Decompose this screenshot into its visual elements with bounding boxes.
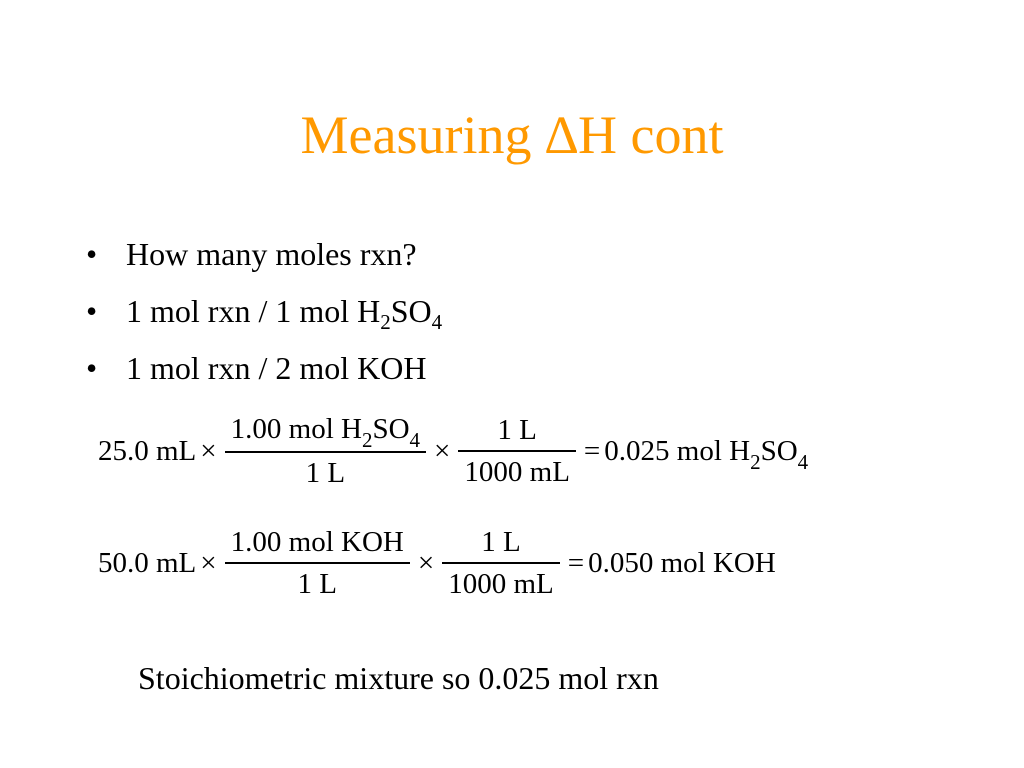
times-sign: × <box>200 434 217 467</box>
times-sign: × <box>200 546 217 579</box>
eq-volume: 25.0 mL <box>98 434 197 467</box>
fraction-conversion <box>442 524 560 602</box>
subscript: 4 <box>797 449 809 474</box>
fraction-denominator: 1 L <box>305 457 346 489</box>
result-text: SO <box>760 434 798 467</box>
numerator-text: SO <box>372 413 410 445</box>
bullet-dot-icon: • <box>86 236 98 272</box>
equals-sign: = <box>583 434 601 467</box>
subscript: 2 <box>361 428 373 452</box>
result-text: 0.025 mol H <box>604 434 751 467</box>
eq-volume: 50.0 mL <box>98 546 197 579</box>
fraction-denominator: 1000 mL <box>464 456 570 488</box>
fraction-numerator: 1.00 mol KOH <box>230 526 404 558</box>
equals-sign: = <box>567 546 585 579</box>
fraction-conversion <box>458 412 576 490</box>
bullet-text: SO <box>390 293 432 329</box>
bullet-item <box>86 232 442 289</box>
fraction-numerator: 1 L <box>497 414 537 446</box>
bullet-text: How many moles rxn? <box>126 236 417 272</box>
bullet-dot-icon: • <box>86 350 98 386</box>
conclusion-text: Stoichiometric mixture so 0.025 mol rxn <box>138 660 659 696</box>
bullet-dot-icon: • <box>86 293 98 329</box>
fraction-numerator: 1 L <box>481 526 521 558</box>
fraction-bar <box>442 562 560 564</box>
subscript: 4 <box>409 428 421 452</box>
subscript: 4 <box>431 310 443 334</box>
fraction-concentration <box>225 524 410 602</box>
eq-result <box>604 434 809 474</box>
fraction-concentration <box>225 411 426 491</box>
numerator-text: 1.00 mol H <box>230 413 362 445</box>
fraction-bar <box>225 451 426 453</box>
bullet-text: 1 mol rxn / 1 mol H <box>126 293 381 329</box>
eq-result: 0.050 mol KOH <box>588 546 776 579</box>
fraction-denominator: 1000 mL <box>448 568 554 600</box>
fraction-bar <box>458 450 576 452</box>
equation-koh <box>98 518 776 608</box>
bullet-text: 1 mol rxn / 2 mol KOH <box>126 350 427 386</box>
slide-title: Measuring ∆H cont <box>300 105 724 165</box>
bullet-item <box>86 289 442 346</box>
subscript: 2 <box>380 310 391 334</box>
fraction-denominator: 1 L <box>297 568 337 600</box>
bullet-list <box>86 232 442 403</box>
equation-h2so4 <box>98 406 808 496</box>
times-sign: × <box>417 546 435 579</box>
times-sign: × <box>434 434 451 467</box>
subscript: 2 <box>750 449 761 474</box>
fraction-numerator <box>225 411 426 452</box>
fraction-bar <box>225 562 410 564</box>
bullet-item <box>86 346 442 403</box>
